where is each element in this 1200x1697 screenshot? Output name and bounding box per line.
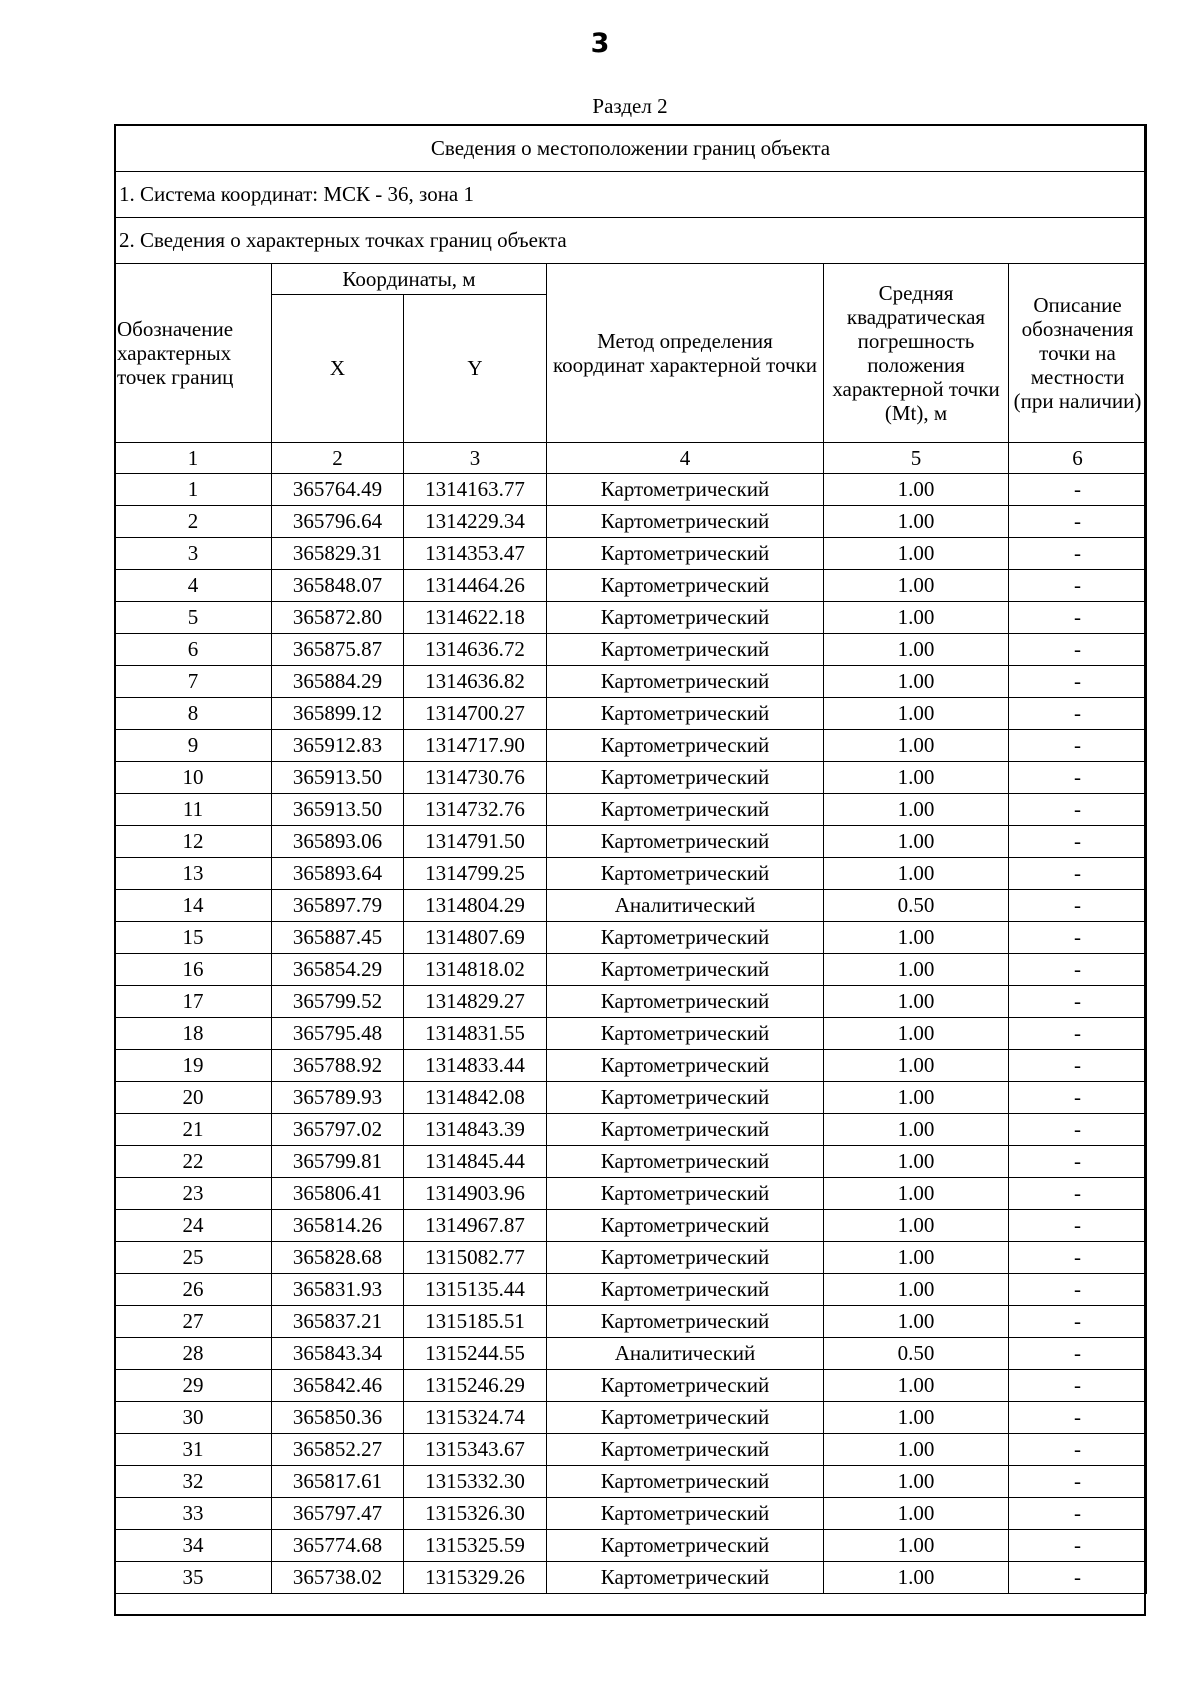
description-cell: - [1009,506,1147,538]
accuracy-cell: 1.00 [824,1402,1009,1434]
point-number-cell: 27 [115,1306,272,1338]
point-number-cell: 31 [115,1434,272,1466]
column-number: 6 [1009,443,1147,474]
accuracy-cell: 1.00 [824,570,1009,602]
y-coordinate-cell: 1314636.72 [404,634,547,666]
description-cell: - [1009,1498,1147,1530]
x-coordinate-cell: 365887.45 [272,922,404,954]
accuracy-cell: 1.00 [824,474,1009,506]
point-number-cell: 32 [115,1466,272,1498]
y-coordinate-cell: 1314967.87 [404,1210,547,1242]
method-cell: Картометрический [547,474,824,506]
accuracy-cell: 1.00 [824,1530,1009,1562]
x-coordinate-cell: 365806.41 [272,1178,404,1210]
column-number: 5 [824,443,1009,474]
method-cell: Аналитический [547,890,824,922]
method-cell: Картометрический [547,922,824,954]
x-coordinate-cell: 365829.31 [272,538,404,570]
accuracy-cell: 1.00 [824,1562,1009,1594]
point-number-cell: 8 [115,698,272,730]
x-coordinate-cell: 365799.81 [272,1146,404,1178]
accuracy-cell: 1.00 [824,986,1009,1018]
table-title-row [115,125,1147,172]
x-coordinate-cell: 365788.92 [272,1050,404,1082]
point-number-cell: 15 [115,922,272,954]
description-cell: - [1009,730,1147,762]
accuracy-cell: 1.00 [824,1370,1009,1402]
description-cell: - [1009,826,1147,858]
x-coordinate-cell: 365837.21 [272,1306,404,1338]
x-coordinate-cell: 365843.34 [272,1338,404,1370]
table-row [115,1050,1147,1082]
accuracy-cell: 1.00 [824,922,1009,954]
boundary-points-table [114,124,1147,1594]
point-number-cell: 7 [115,666,272,698]
method-cell: Картометрический [547,1018,824,1050]
section-label: Раздел 2 [592,94,668,118]
method-cell: Картометрический [547,1210,824,1242]
y-coordinate-cell: 1315329.26 [404,1562,547,1594]
accuracy-cell: 1.00 [824,698,1009,730]
table-row [115,698,1147,730]
point-number-cell: 29 [115,1370,272,1402]
description-cell: - [1009,1178,1147,1210]
point-number-cell: 22 [115,1146,272,1178]
point-number-cell: 26 [115,1274,272,1306]
accuracy-cell: 1.00 [824,1114,1009,1146]
header-description: Описание обозначения точки на местности (при наличии) [1009,264,1147,443]
y-coordinate-cell: 1314831.55 [404,1018,547,1050]
table-row [115,602,1147,634]
accuracy-cell: 1.00 [824,1274,1009,1306]
table-row [115,1082,1147,1114]
method-cell: Картометрический [547,1114,824,1146]
accuracy-cell: 0.50 [824,890,1009,922]
x-coordinate-cell: 365799.52 [272,986,404,1018]
method-cell: Картометрический [547,730,824,762]
method-cell: Картометрический [547,1050,824,1082]
point-number-cell: 21 [115,1114,272,1146]
description-cell: - [1009,1402,1147,1434]
table-row [115,1146,1147,1178]
table-row [115,1370,1147,1402]
points-heading-text: 2. Сведения о характерных точках границ объекта [115,218,1147,264]
x-coordinate-cell: 365842.46 [272,1370,404,1402]
x-coordinate-cell: 365796.64 [272,506,404,538]
description-cell: - [1009,1466,1147,1498]
accuracy-cell: 1.00 [824,1082,1009,1114]
description-cell: - [1009,1434,1147,1466]
method-cell: Картометрический [547,1530,824,1562]
x-coordinate-cell: 365884.29 [272,666,404,698]
table-row [115,730,1147,762]
point-number-cell: 33 [115,1498,272,1530]
table-row [115,1306,1147,1338]
y-coordinate-cell: 1315185.51 [404,1306,547,1338]
description-cell: - [1009,1242,1147,1274]
table-row [115,794,1147,826]
method-cell: Картометрический [547,762,824,794]
table-row [115,1562,1147,1594]
method-cell: Картометрический [547,634,824,666]
description-cell: - [1009,1530,1147,1562]
table-row [115,1210,1147,1242]
method-cell: Картометрический [547,1242,824,1274]
column-numbers-row [115,443,1147,474]
description-cell: - [1009,538,1147,570]
x-coordinate-cell: 365893.06 [272,826,404,858]
x-coordinate-cell: 365848.07 [272,570,404,602]
table-row [115,1402,1147,1434]
header-row-top [115,264,1147,295]
accuracy-cell: 1.00 [824,602,1009,634]
accuracy-cell: 1.00 [824,794,1009,826]
table-row [115,666,1147,698]
y-coordinate-cell: 1314818.02 [404,954,547,986]
point-number-cell: 20 [115,1082,272,1114]
description-cell: - [1009,1338,1147,1370]
y-coordinate-cell: 1314163.77 [404,474,547,506]
table-row [115,570,1147,602]
table-row [115,1242,1147,1274]
x-coordinate-cell: 365797.02 [272,1114,404,1146]
x-coordinate-cell: 365795.48 [272,1018,404,1050]
description-cell: - [1009,986,1147,1018]
method-cell: Картометрический [547,1306,824,1338]
accuracy-cell: 0.50 [824,1338,1009,1370]
y-coordinate-cell: 1315326.30 [404,1498,547,1530]
description-cell: - [1009,634,1147,666]
coord-system-text: 1. Система координат: МСК - 36, зона 1 [115,172,1147,218]
y-coordinate-cell: 1314229.34 [404,506,547,538]
accuracy-cell: 1.00 [824,1466,1009,1498]
method-cell: Картометрический [547,1274,824,1306]
table-row [115,1466,1147,1498]
point-number-cell: 17 [115,986,272,1018]
point-number-cell: 24 [115,1210,272,1242]
table-row [115,954,1147,986]
table-row [115,634,1147,666]
point-number-cell: 34 [115,1530,272,1562]
description-cell: - [1009,1210,1147,1242]
accuracy-cell: 1.00 [824,826,1009,858]
y-coordinate-cell: 1315135.44 [404,1274,547,1306]
accuracy-cell: 1.00 [824,634,1009,666]
method-cell: Картометрический [547,538,824,570]
x-coordinate-cell: 365814.26 [272,1210,404,1242]
coord-system-row [115,172,1147,218]
method-cell: Картометрический [547,986,824,1018]
description-cell: - [1009,698,1147,730]
y-coordinate-cell: 1314804.29 [404,890,547,922]
y-coordinate-cell: 1315246.29 [404,1370,547,1402]
method-cell: Картометрический [547,858,824,890]
table-row [115,1274,1147,1306]
y-coordinate-cell: 1314807.69 [404,922,547,954]
y-coordinate-cell: 1315324.74 [404,1402,547,1434]
x-coordinate-cell: 365738.02 [272,1562,404,1594]
description-cell: - [1009,1114,1147,1146]
y-coordinate-cell: 1314845.44 [404,1146,547,1178]
y-coordinate-cell: 1314829.27 [404,986,547,1018]
description-cell: - [1009,666,1147,698]
method-cell: Картометрический [547,1370,824,1402]
point-number-cell: 25 [115,1242,272,1274]
x-coordinate-cell: 365831.93 [272,1274,404,1306]
y-coordinate-cell: 1314730.76 [404,762,547,794]
y-coordinate-cell: 1314732.76 [404,794,547,826]
point-number-cell: 12 [115,826,272,858]
accuracy-cell: 1.00 [824,1306,1009,1338]
accuracy-cell: 1.00 [824,666,1009,698]
point-number-cell: 19 [115,1050,272,1082]
x-coordinate-cell: 365912.83 [272,730,404,762]
y-coordinate-cell: 1314636.82 [404,666,547,698]
point-number-cell: 28 [115,1338,272,1370]
accuracy-cell: 1.00 [824,1050,1009,1082]
point-number-cell: 6 [115,634,272,666]
point-number-cell: 13 [115,858,272,890]
accuracy-cell: 1.00 [824,858,1009,890]
y-coordinate-cell: 1315244.55 [404,1338,547,1370]
y-coordinate-cell: 1315343.67 [404,1434,547,1466]
table-row [115,1530,1147,1562]
point-number-cell: 11 [115,794,272,826]
table-row [115,1338,1147,1370]
method-cell: Картометрический [547,666,824,698]
points-heading-row [115,218,1147,264]
column-number: 4 [547,443,824,474]
method-cell: Аналитический [547,1338,824,1370]
table-row [115,762,1147,794]
accuracy-cell: 1.00 [824,1498,1009,1530]
description-cell: - [1009,794,1147,826]
accuracy-cell: 1.00 [824,506,1009,538]
y-coordinate-cell: 1314622.18 [404,602,547,634]
x-coordinate-cell: 365774.68 [272,1530,404,1562]
header-point-designation: Обозначение характерных точек границ [115,264,272,443]
description-cell: - [1009,954,1147,986]
header-method: Метод определения координат характерной точки [547,264,824,443]
header-coordinates: Координаты, м [272,264,547,295]
description-cell: - [1009,1274,1147,1306]
method-cell: Картометрический [547,826,824,858]
x-coordinate-cell: 365817.61 [272,1466,404,1498]
method-cell: Картометрический [547,1434,824,1466]
y-coordinate-cell: 1314464.26 [404,570,547,602]
point-number-cell: 3 [115,538,272,570]
method-cell: Картометрический [547,506,824,538]
description-cell: - [1009,858,1147,890]
y-coordinate-cell: 1314353.47 [404,538,547,570]
x-coordinate-cell: 365797.47 [272,1498,404,1530]
description-cell: - [1009,1146,1147,1178]
method-cell: Картометрический [547,1466,824,1498]
table-row [115,506,1147,538]
x-coordinate-cell: 365828.68 [272,1242,404,1274]
page-number: 3 [590,28,610,59]
accuracy-cell: 1.00 [824,1434,1009,1466]
point-number-cell: 16 [115,954,272,986]
x-coordinate-cell: 365764.49 [272,474,404,506]
y-coordinate-cell: 1315325.59 [404,1530,547,1562]
description-cell: - [1009,602,1147,634]
description-cell: - [1009,762,1147,794]
table-row [115,1114,1147,1146]
y-coordinate-cell: 1314903.96 [404,1178,547,1210]
accuracy-cell: 1.00 [824,538,1009,570]
accuracy-cell: 1.00 [824,1018,1009,1050]
y-coordinate-cell: 1314799.25 [404,858,547,890]
point-number-cell: 23 [115,1178,272,1210]
table-row [115,858,1147,890]
point-number-cell: 9 [115,730,272,762]
y-coordinate-cell: 1314842.08 [404,1082,547,1114]
header-x: X [272,295,404,443]
accuracy-cell: 1.00 [824,1210,1009,1242]
description-cell: - [1009,1562,1147,1594]
method-cell: Картометрический [547,698,824,730]
point-number-cell: 35 [115,1562,272,1594]
column-number: 3 [404,443,547,474]
point-number-cell: 14 [115,890,272,922]
table-row [115,1178,1147,1210]
method-cell: Картометрический [547,1562,824,1594]
accuracy-cell: 1.00 [824,1242,1009,1274]
y-coordinate-cell: 1314833.44 [404,1050,547,1082]
table-row [115,826,1147,858]
method-cell: Картометрический [547,1082,824,1114]
header-y: Y [404,295,547,443]
table-row [115,474,1147,506]
method-cell: Картометрический [547,570,824,602]
table-row [115,1434,1147,1466]
x-coordinate-cell: 365872.80 [272,602,404,634]
description-cell: - [1009,570,1147,602]
x-coordinate-cell: 365913.50 [272,794,404,826]
header-accuracy: Средняя квадратическая погрешность положения характерной точки (Mt), м [824,264,1009,443]
table-row [115,538,1147,570]
point-number-cell: 10 [115,762,272,794]
table-row [115,890,1147,922]
table-row [115,1498,1147,1530]
accuracy-cell: 1.00 [824,762,1009,794]
accuracy-cell: 1.00 [824,730,1009,762]
method-cell: Картометрический [547,1402,824,1434]
description-cell: - [1009,474,1147,506]
x-coordinate-cell: 365875.87 [272,634,404,666]
description-cell: - [1009,1306,1147,1338]
method-cell: Картометрический [547,954,824,986]
method-cell: Картометрический [547,1498,824,1530]
y-coordinate-cell: 1314700.27 [404,698,547,730]
y-coordinate-cell: 1314791.50 [404,826,547,858]
accuracy-cell: 1.00 [824,954,1009,986]
x-coordinate-cell: 365893.64 [272,858,404,890]
description-cell: - [1009,922,1147,954]
table-title: Сведения о местоположении границ объекта [115,125,1147,172]
accuracy-cell: 1.00 [824,1178,1009,1210]
x-coordinate-cell: 365850.36 [272,1402,404,1434]
method-cell: Картометрический [547,602,824,634]
method-cell: Картометрический [547,794,824,826]
y-coordinate-cell: 1314717.90 [404,730,547,762]
description-cell: - [1009,890,1147,922]
description-cell: - [1009,1018,1147,1050]
table-row [115,1018,1147,1050]
point-number-cell: 5 [115,602,272,634]
x-coordinate-cell: 365852.27 [272,1434,404,1466]
method-cell: Картометрический [547,1146,824,1178]
description-cell: - [1009,1082,1147,1114]
point-number-cell: 18 [115,1018,272,1050]
column-number: 2 [272,443,404,474]
method-cell: Картометрический [547,1178,824,1210]
column-number: 1 [115,443,272,474]
x-coordinate-cell: 365899.12 [272,698,404,730]
accuracy-cell: 1.00 [824,1146,1009,1178]
point-number-cell: 30 [115,1402,272,1434]
description-cell: - [1009,1050,1147,1082]
x-coordinate-cell: 365897.79 [272,890,404,922]
x-coordinate-cell: 365789.93 [272,1082,404,1114]
description-cell: - [1009,1370,1147,1402]
x-coordinate-cell: 365913.50 [272,762,404,794]
y-coordinate-cell: 1315082.77 [404,1242,547,1274]
table-row [115,986,1147,1018]
table-row [115,922,1147,954]
point-number-cell: 4 [115,570,272,602]
point-number-cell: 1 [115,474,272,506]
x-coordinate-cell: 365854.29 [272,954,404,986]
y-coordinate-cell: 1315332.30 [404,1466,547,1498]
point-number-cell: 2 [115,506,272,538]
y-coordinate-cell: 1314843.39 [404,1114,547,1146]
